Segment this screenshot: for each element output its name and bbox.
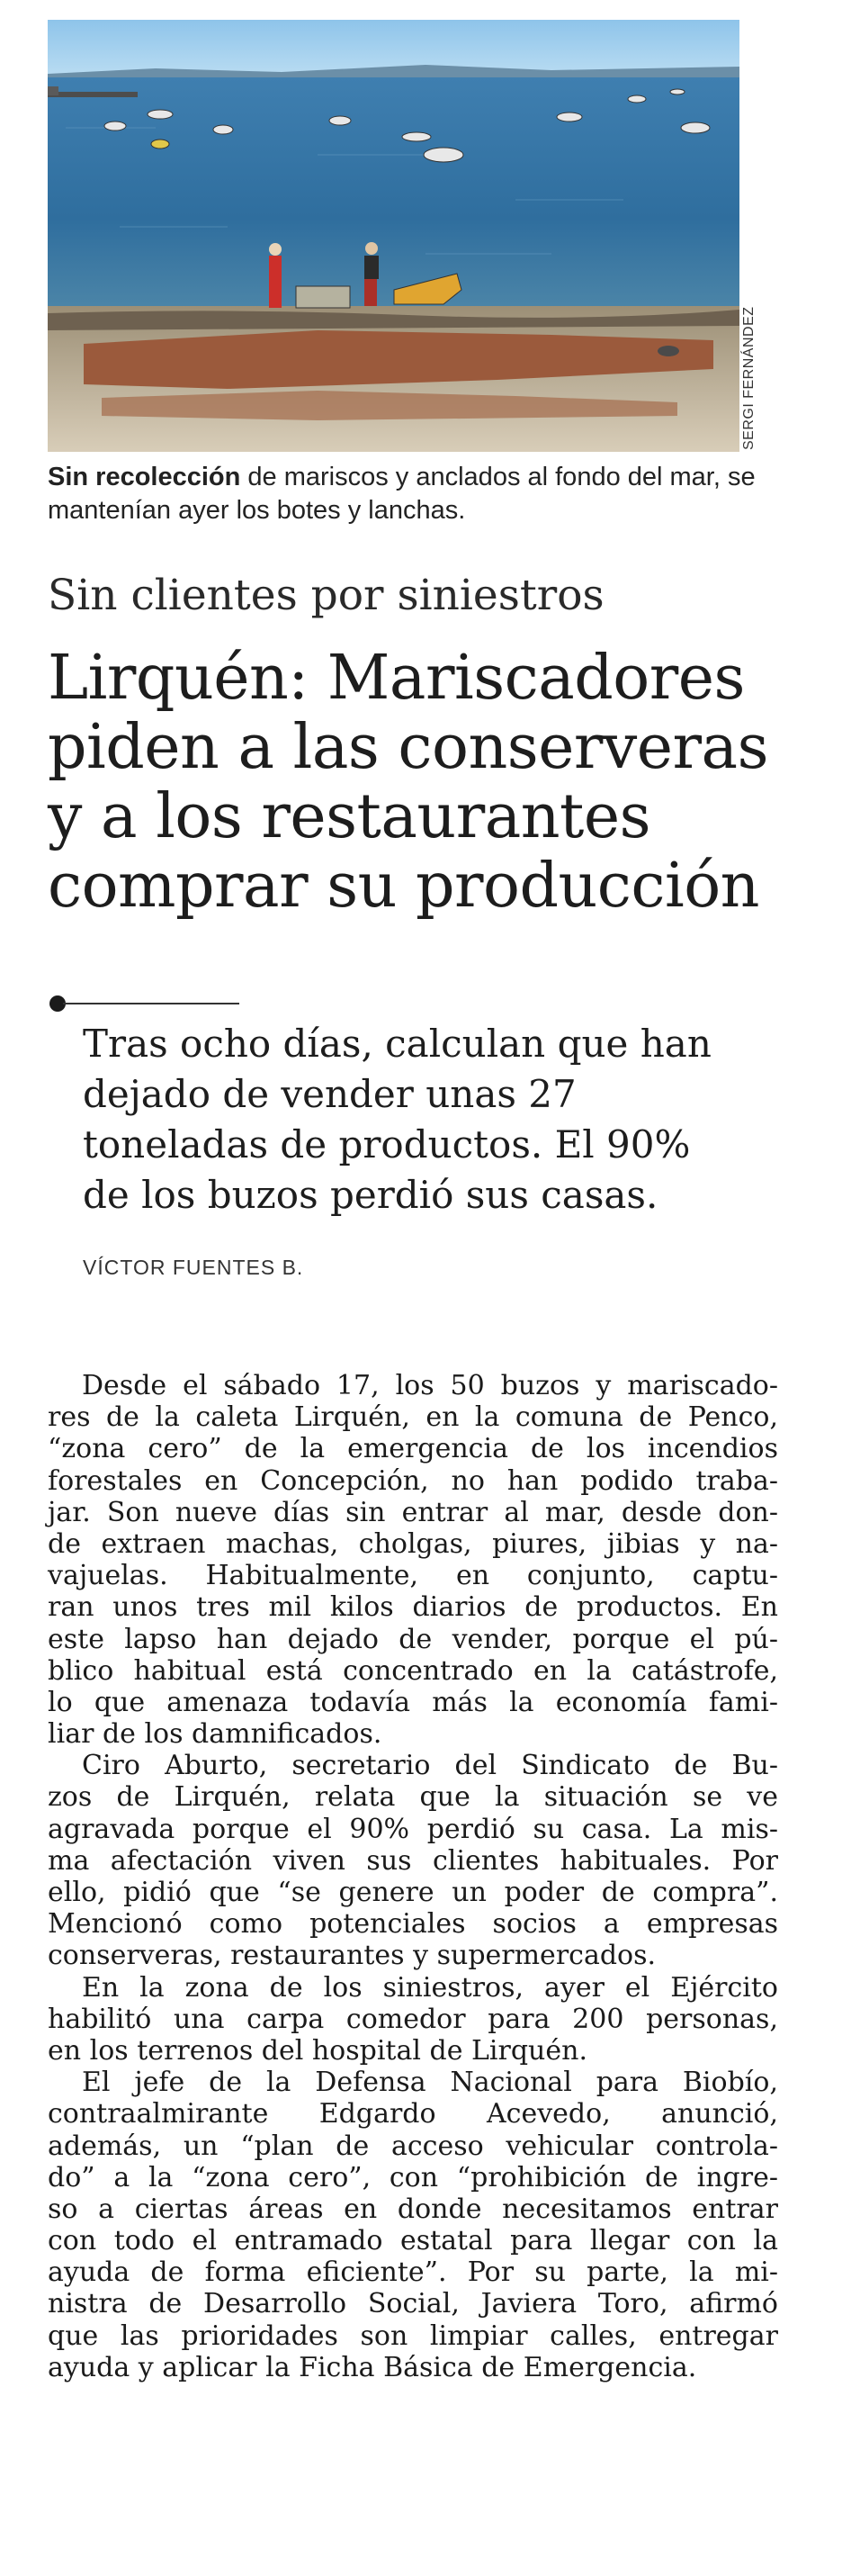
body-line: ran unos tres mil kilos diarios de productos. En — [48, 1591, 778, 1624]
body-line: zos de Lirquén, relata que la situación se ve — [48, 1781, 778, 1814]
body-line: lo que amenaza todavía más la economía fami- — [48, 1686, 778, 1718]
headline-line: y a los restaurantes — [48, 781, 650, 852]
body-line: agravada porque el 90% perdió su casa. La mis- — [48, 1813, 778, 1845]
body-line: El jefe de la Defensa Nacional para Biobío, — [82, 2067, 778, 2099]
body-line: con todo el entramado estatal para llegar con la — [48, 2225, 778, 2257]
summary-line: dejado de vender unas 27 — [83, 1072, 577, 1116]
beach-photo-illustration — [48, 20, 739, 452]
beach-photo — [48, 20, 739, 452]
article-body — [48, 1370, 778, 2383]
headline-line: comprar su producción — [48, 851, 759, 922]
summary-line: toneladas de productos. El 90% — [83, 1122, 691, 1166]
body-line: este lapso han dejado de vender, porque el pú- — [48, 1623, 778, 1655]
body-line: jar. Son nueve días sin entrar al mar, desde don- — [48, 1496, 778, 1528]
body-line: habilitó una carpa comedor para 200 personas, — [48, 2003, 778, 2035]
body-line: forestales en Concepción, no han podido traba- — [48, 1464, 778, 1497]
body-line: do” a la “zona cero”, con “prohibición de ingre- — [48, 2161, 778, 2193]
body-line: liar de los damnificados. — [48, 1718, 382, 1751]
caption-lead: Sin recolección — [48, 463, 241, 491]
byline: VÍCTOR FUENTES B. — [83, 1256, 304, 1279]
body-line: nistra de Desarrollo Social, Javiera Toro, afirmó — [48, 2288, 778, 2320]
body-line: “zona cero” de la emergencia de los incendios — [48, 1433, 778, 1465]
body-line: so a ciertas áreas en donde necesitamos entrar — [48, 2193, 778, 2225]
headline-line: piden a las conserveras — [48, 712, 768, 783]
body-line: res de la caleta Lirquén, en la comuna de Penco, — [48, 1401, 778, 1434]
body-line: En la zona de los siniestros, ayer el Ejército — [82, 1971, 778, 2004]
rule-divider — [63, 1003, 239, 1004]
body-line: en los terrenos del hospital de Lirquén. — [48, 2034, 587, 2067]
body-line: blico habitual está concentrado en la catástrofe, — [48, 1654, 778, 1687]
summary-line: de los buzos perdió sus casas. — [83, 1173, 658, 1217]
headline-line: Lirquén: Mariscadores — [48, 643, 745, 714]
summary-deck — [83, 1019, 784, 1220]
caption-text: de mariscos y anclados al fondo del mar, se mantenían ayer los botes y lanchas. — [48, 463, 756, 525]
kicker: Sin clientes por siniestros — [48, 571, 605, 620]
photo-caption — [48, 461, 758, 527]
body-line: conserveras, restaurantes y supermercados. — [48, 1940, 657, 1972]
body-line: Desde el sábado 17, los 50 buzos y mariscado- — [82, 1370, 778, 1401]
body-line: de extraen machas, cholgas, piures, jibias y na- — [48, 1527, 778, 1560]
body-line: vajuelas. Habitualmente, en conjunto, captu- — [48, 1560, 778, 1592]
summary-line: Tras ocho días, calculan que han — [83, 1022, 712, 1066]
body-line: ayuda y aplicar la Ficha Básica de Emergencia. — [48, 2351, 697, 2383]
body-line: ayuda de forma eficiente”. Por su parte, la mi- — [48, 2256, 778, 2289]
body-line: ma afectación viven sus clientes habituales. Por — [48, 1844, 778, 1877]
body-line: ello, pidió que “se genere un poder de compra”. — [48, 1877, 778, 1908]
body-line: Mencionó como potenciales socios a empresas — [48, 1908, 778, 1941]
body-line: además, un “plan de acceso vehicular controla- — [48, 2130, 778, 2162]
headline — [48, 644, 803, 921]
body-line: que las prioridades son limpiar calles, entregar — [48, 2319, 778, 2352]
body-line: Ciro Aburto, secretario del Sindicato de Bu- — [82, 1750, 778, 1782]
body-line: contraalmirante Edgardo Acevedo, anunció, — [48, 2098, 778, 2130]
photo-credit: SERGI FERNÁNDEZ — [741, 306, 757, 450]
